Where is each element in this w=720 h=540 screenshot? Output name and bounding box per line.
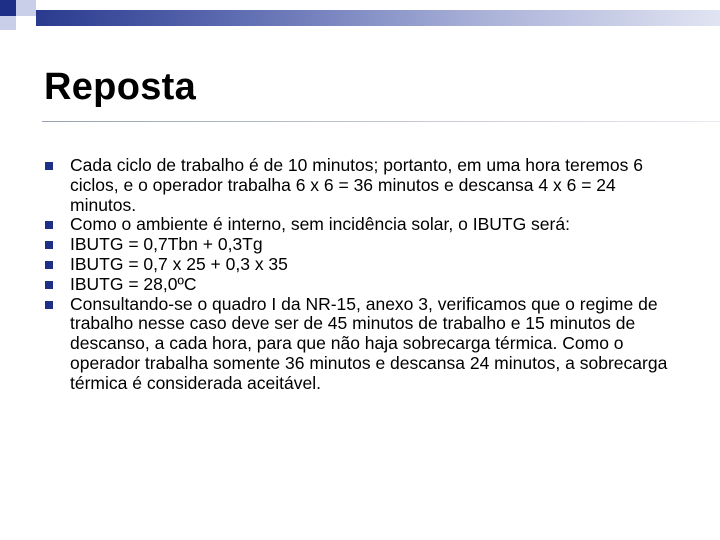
square-bullet-icon (45, 301, 53, 309)
bullet-text: IBUTG = 0,7 x 25 + 0,3 x 35 (70, 253, 288, 274)
header-gradient-band (36, 10, 720, 26)
bullet-item (44, 255, 684, 275)
bullet-item (44, 235, 684, 255)
square-bullet-icon (45, 261, 53, 269)
corner-square-light (16, 0, 36, 16)
title-divider (42, 121, 720, 122)
bullet-text: IBUTG = 0,7Tbn + 0,3Tg (70, 234, 263, 255)
bullet-item (44, 156, 684, 215)
bullet-text: Como o ambiente é interno, sem incidência solar, o IBUTG será: (70, 214, 570, 235)
bullet-item (44, 275, 684, 295)
corner-square-light (0, 16, 16, 30)
bullet-text: Cada ciclo de trabalho é de 10 minutos; portanto, em uma hora teremos 6 ciclos, e o operador trabalha 6 x 6 = 36 minutos e descansa 4 x 6 = 24 minutos. (70, 155, 643, 215)
corner-square-dark (0, 0, 16, 16)
corner-square-white (0, 30, 16, 42)
square-bullet-icon (45, 221, 53, 229)
square-bullet-icon (45, 281, 53, 289)
square-bullet-icon (45, 162, 53, 170)
square-bullet-icon (45, 241, 53, 249)
bullet-list (44, 156, 684, 394)
bullet-item (44, 215, 684, 235)
corner-square-white (16, 16, 36, 30)
slide-title: Reposta (44, 66, 197, 108)
bullet-text: IBUTG = 28,0ºC (70, 273, 197, 294)
bullet-text: Consultando-se o quadro I da NR-15, anexo 3, verificamos que o regime de trabalho nesse caso deve ser de 45 minutos de trabalho e 15 minutos de descanso, a cada hora, para que não haja sobrecarga térmica. Como o operador trabalha somente 36 minutos e descansa 24 minutos, a sobrecarga térmica é considerada aceitável. (70, 293, 668, 393)
bullet-item (44, 295, 684, 394)
